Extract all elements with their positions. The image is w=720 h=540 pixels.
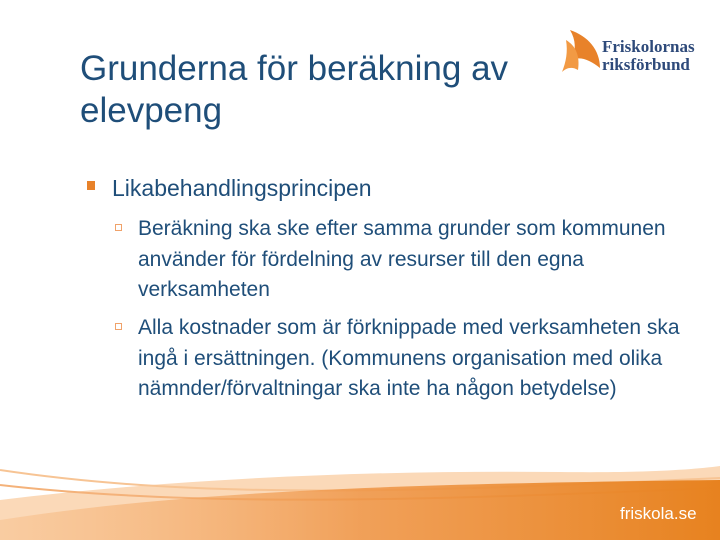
friskolornas-riksforbund-logo [560,26,710,82]
logo-text-line2: riksförbund [602,55,690,74]
slide-title: Grunderna för beräkning av elevpeng [80,49,509,130]
bullet-square-icon [87,181,95,190]
footer-website[interactable]: friskola.se [620,504,697,523]
sub-bullet-square-icon [115,224,122,231]
logo-text-line1: Friskolornas [602,37,695,56]
sub-bullet-text-1: Beräkning ska ske efter samma grunder som kommunen använder för fördelning av resurser till den egna verksamheten [138,217,666,301]
sub-bullet-text-2: Alla kostnader som är förknippade med verksamheten ska ingå i ersättningen. (Kommunens organisation med olika nämnder/förvaltningar ska inte ha någon betydelse) [138,316,680,400]
flame-sail-icon [560,26,604,78]
bullet-level1-text: Likabehandlingsprincipen [112,175,372,201]
sub-bullet-square-icon [115,323,122,330]
